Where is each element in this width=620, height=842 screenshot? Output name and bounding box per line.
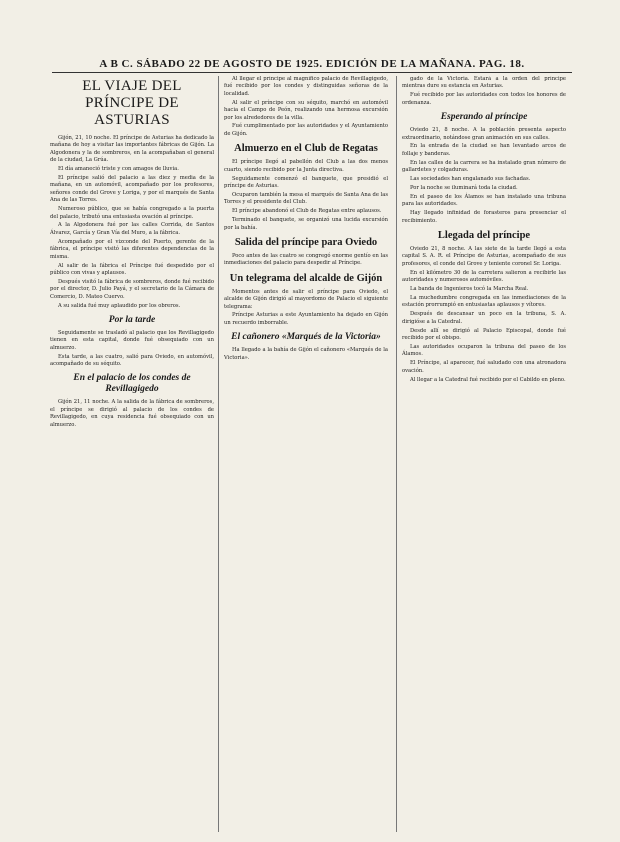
paragraph: Esta tarde, a las cuatro, salió para Oviedo, en automóvil, acompañado de su séquito. xyxy=(50,353,214,368)
section-heading: Esperando al príncipe xyxy=(440,112,528,123)
paragraph: En la entrada de la ciudad se han levantado arcos de follaje y banderas. xyxy=(402,143,566,157)
paragraph: Al llegar el príncipe al magnífico palacio de Revillagigedo, fué recibido por los condes y distinguidas señoras de la localidad. xyxy=(224,76,388,97)
article-title: EL VIAJE DEL PRÍNCIPE DE ASTURIAS xyxy=(82,78,182,128)
paragraph: Poco antes de las cuatro se congregó enorme gentío en las inmediaciones del palacio para despedir al Príncipe. xyxy=(224,252,388,267)
paragraph: Príncipe Asturias a este Ayuntamiento ha dejado en Gijón un recuerdo imborrable. xyxy=(224,312,388,326)
paragraph: Numeroso público, que se había congregado a la puerta del palacio, tributó una entusiasta ovación al príncipe. xyxy=(50,206,214,220)
section-heading: Salida del príncipe para Oviedo xyxy=(234,236,378,248)
paragraph: Acompañado por el vizconde del Puerto, gerente de la fábrica, el príncipe visitó las diferentes dependencias de la misma. xyxy=(50,238,214,260)
paragraph: El día amaneció triste y con amagos de lluvia. xyxy=(58,166,179,173)
paragraph: El príncipe abandonó el Club de Regatas entre aplausos. xyxy=(232,208,382,215)
paragraph: En el kilómetro 30 de la carretera salieron a recibirle las autoridades y numerosos automóviles. xyxy=(402,269,566,284)
paragraph: Oviedo 21, 8 noche. A las siete de la tarde llegó a esta capital S. A. R. el Príncipe de Asturias, acompañado de sus profesores, el conde del Grove y teniente coronel Sr. Loriga. xyxy=(402,246,566,267)
column-1 xyxy=(50,76,214,836)
section-heading: El cañonero «Marqués de la Victoria» xyxy=(231,332,381,343)
section-heading: En el palacio de los condes de Revillagigedo xyxy=(73,373,191,395)
paragraph: Terminado el banquete, se organizó una lucida excursión por la bahía. xyxy=(224,217,388,231)
paragraph: Hay llegado infinidad de forasteros para presenciar el recibimiento. xyxy=(402,210,566,224)
paragraph: Al salir de la fábrica el Príncipe fué despedido por el público con vivas y aplausos. xyxy=(50,262,214,276)
paragraph: El Príncipe, al aparecer, fué saludado con una atronadora ovación. xyxy=(402,360,566,374)
paragraph: Seguidamente se trasladó al palacio que los Revillagigedo tienen en esta capital, donde fué obsequiado con un almuerzo. xyxy=(50,329,214,351)
paragraph: El príncipe salió del palacio a las diez y media de la mañana, en un automóvil, acompañado por los profesores, señores conde del Grove y Loriga, y por el marqués de Santa Ana de las Torres. xyxy=(50,175,214,204)
paragraph: Ocuparon también la mesa el marqués de Santa Ana de las Torres y el presidente del Club. xyxy=(224,191,388,206)
section-heading: Llegada del príncipe xyxy=(437,230,531,241)
paragraph: Después visitó la fábrica de sombreros, donde fué recibido por el director, D. Julio Payá, y el secretario de la Cámara de Comercio, D. Mateo Cuervo. xyxy=(50,278,214,300)
section-heading: Almuerzo en el Club de Regatas xyxy=(234,143,378,155)
paragraph: Por la noche se iluminará toda la ciudad. xyxy=(410,184,518,191)
paragraph: Al salir el príncipe con su séquito, marchó en automóvil hacia el Campo de Peón, realizando una hermosa excursión por los alrededores de la villa. xyxy=(224,99,388,121)
paragraph: Gijón 21, 11 noche. A la salida de la fábrica de sombreros, el príncipe se dirigió al palacio de los condes de Revillagigedo, en cuya residencia fué obsequiado con un almuerzo. xyxy=(50,399,214,428)
paragraph: La muchedumbre congregada en las inmediaciones de la estación prorrumpió en entusiastas aplausos y vítores. xyxy=(402,294,566,309)
column-3 xyxy=(402,76,566,836)
paragraph: Fué recibido por las autoridades con todos los honores de ordenanza. xyxy=(402,92,566,106)
paragraph: Las sociedades han engalanado sus fachadas. xyxy=(410,176,531,183)
paragraph: Ha llegado a la bahía de Gijón el cañonero «Marqués de la Victoria». xyxy=(224,347,388,361)
column-divider xyxy=(396,76,397,832)
paragraph: El príncipe llegó al pabellón del Club a las dos menos cuarto, siendo recibido por la Junta directiva. xyxy=(224,159,388,173)
paragraph: Al llegar a la Catedral fué recibido por el Cabildo en pleno. xyxy=(410,376,566,383)
paragraph: Desde allí se dirigió al Palacio Episcopal, donde fué recibido por el obispo. xyxy=(402,327,566,341)
paragraph: Las autoridades ocuparon la tribuna del paseo de los Álamos. xyxy=(402,343,566,358)
paragraph: La banda de Ingenieros tocó la Marcha Real. xyxy=(410,286,529,293)
paragraph: Después de descansar un poco en la tribuna, S. A. dirigióse a la Catedral. xyxy=(402,311,566,325)
paragraph: Oviedo 21, 8 noche. A la población presenta aspecto extraordinario, notándose gran animación en sus calles. xyxy=(402,127,566,141)
section-heading: Por la tarde xyxy=(108,314,156,325)
paragraph: En el paseo de los Álamos se han instalado una tribuna para las autoridades. xyxy=(402,193,566,208)
paragraph: A su salida fué muy aplaudido por los obreros. xyxy=(58,302,181,309)
section-heading: Un telegrama del alcalde de Gijón xyxy=(229,272,383,284)
paragraph: A la Algodonera fué por las calles Corrida, de Santos Álvarez, García y Gran Vía del Muro, a la fábrica. xyxy=(50,222,214,236)
paragraph: Seguidamente comenzó el banquete, que presidió el príncipe de Asturias. xyxy=(224,175,388,189)
paragraph: Momentos antes de salir el príncipe para Oviedo, el alcalde de Gijón dirigió al mayordomo de Palacio el siguiente telegrama: xyxy=(224,288,388,310)
column-divider xyxy=(218,76,219,832)
paragraph: En las calles de la carrera se ha instalado gran número de gallardetes y colgaduras. xyxy=(402,159,566,174)
paragraph: Gijón, 21, 10 noche. El príncipe de Asturias ha dedicado la mañana de hoy a visitar las importantes fábricas de Gijón. La Algodonera y la de sombreros, en la acompañaban el general de la ciudad, La Grúa. xyxy=(50,135,214,164)
column-2 xyxy=(224,76,388,836)
page-header: A B C. SÁBADO 22 DE AGOSTO DE 1925. EDICIÓN DE LA MAÑANA. PAG. 18. xyxy=(52,58,572,73)
paragraph: Fué cumplimentado por las autoridades y el Ayuntamiento de Gijón. xyxy=(224,123,388,137)
paragraph: gado de la Victoria. Estará a la orden del príncipe mientras dure su estancia en Asturias. xyxy=(402,76,566,90)
